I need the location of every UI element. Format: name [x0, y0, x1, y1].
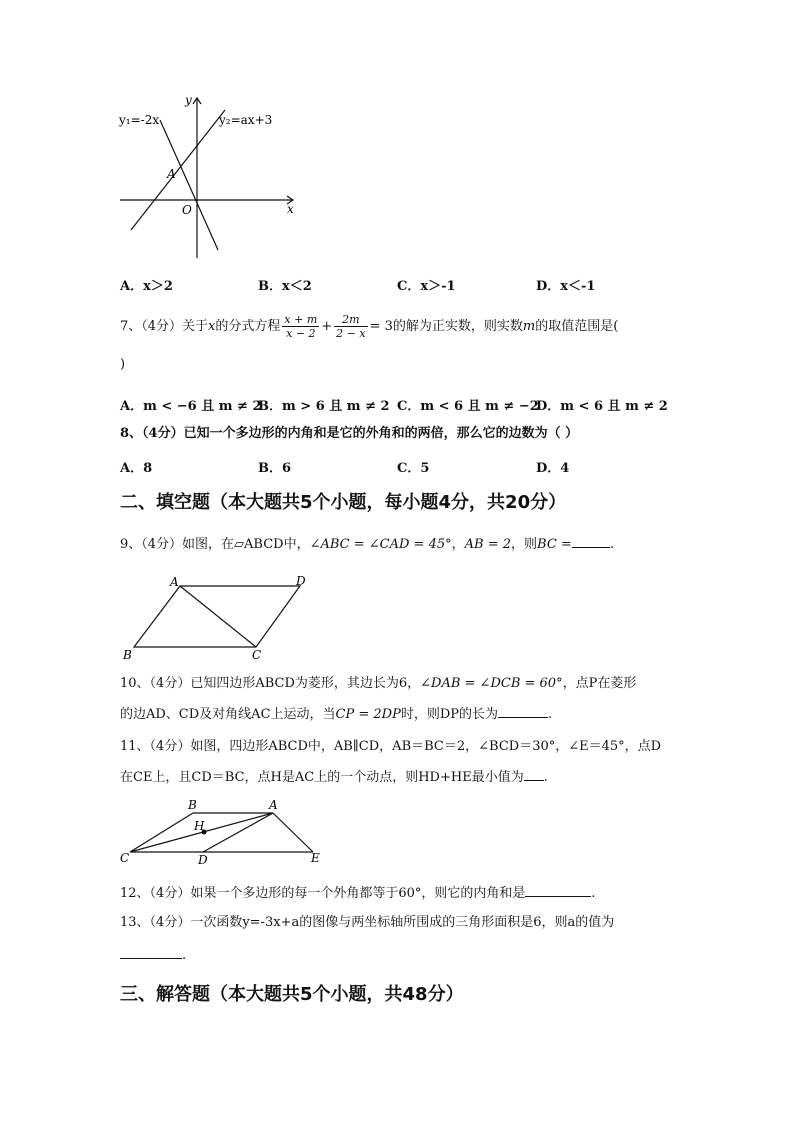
q7-option-c: C．m < 6 且 m ≠ −2: [397, 399, 539, 414]
question-7-line2: ): [120, 357, 126, 372]
question-12: 12、（4分）如果一个多边形的每一个外角都等于60°，则它的内角和是 .: [120, 886, 596, 901]
x-axis-label: x: [287, 202, 294, 216]
section-2-heading: 二、填空题（本大题共5个小题，每小题4分，共20分）: [120, 492, 567, 513]
fig9-label-a: A: [170, 575, 179, 589]
q7-option-b: B．m > 6 且 m ≠ 2: [258, 399, 390, 414]
q8-option-a: A．8: [120, 461, 153, 476]
question-11-line2: 在CE上，且CD＝BC，点H是AC上的一个动点，则HD+HE最小值为 .: [120, 770, 548, 785]
section-3-heading: 三、解答题（本大题共5个小题，共48分）: [120, 984, 464, 1005]
q8-option-b: B．6: [258, 461, 292, 476]
question-10-line2: 的边AD、CD及对角线AC上运动，当CP = 2DP时，则DP的长为 .: [120, 707, 553, 722]
fig11-label-b: B: [188, 798, 197, 812]
q6-option-a: A．x＞2: [120, 279, 173, 294]
question-10-line1: 10、（4分）已知四边形ABCD为菱形，其边长为6，∠DAB = ∠DCB = 60°，点P在菱形: [120, 676, 637, 691]
fig11-label-h: H: [194, 819, 205, 833]
fig11-label-e: E: [311, 851, 320, 865]
fig9-label-d: D: [296, 574, 306, 588]
point-a-label: A: [167, 167, 176, 181]
question-11-line1: 11、（4分）如图，四边形ABCD中，AB∥CD，AB＝BC＝2，∠BCD＝30°，∠E＝45°，点D: [120, 739, 662, 754]
question-9: 9、（4分）如图，在▱ABCD中，∠ABC = ∠CAD = 45°，AB = 2，则BC = .: [120, 537, 614, 552]
fraction-2: $\frac{2m}{2 - x}$: [336, 313, 366, 340]
q7-option-d: D．m < 6 且 m ≠ 2: [536, 399, 668, 414]
question-13-line1: 13、（4分）一次函数y=-3x+a的图像与两坐标轴所围成的三角形面积是6，则a的值为: [120, 915, 615, 930]
y1-label: y₁=-2x: [119, 113, 160, 127]
trapezoid-figure: [118, 798, 324, 868]
q8-option-c: C．5: [397, 461, 430, 476]
q6-option-b: B．x＜2: [258, 279, 312, 294]
fraction-1: $\frac{x + m}{x - 2}$: [284, 313, 318, 340]
q6-option-d: D．x＜-1: [536, 279, 596, 294]
fig9-label-c: C: [252, 648, 262, 662]
y2-label: y₂=ax+3: [219, 113, 273, 127]
q8-option-d: D．4: [536, 461, 570, 476]
parallelogram-figure: [118, 573, 318, 665]
question-8: 8、（4分）已知一个多边形的内角和是它的外角和的两倍，那么它的边数为（ ）: [120, 426, 579, 441]
fig11-label-c: C: [120, 851, 130, 865]
fig9-label-b: B: [123, 648, 132, 662]
q7-option-a: A．m < −6 且 m ≠ 2: [120, 399, 262, 414]
question-7: 7、（4分）关于x的分式方程 $\frac{x + m}{x - 2}$ + $\frac{2m}{2 - x}$ = 3的解为正实数，则实数m的取值范围是(: [120, 313, 619, 340]
fig11-label-d: D: [198, 853, 208, 867]
y-axis-label: y: [185, 93, 192, 107]
fig11-label-a: A: [269, 798, 278, 812]
linear-functions-graph: [115, 88, 305, 263]
question-13-line2: .: [120, 946, 186, 965]
origin-label: O: [182, 203, 192, 217]
q6-option-c: C．x＞-1: [397, 279, 456, 294]
